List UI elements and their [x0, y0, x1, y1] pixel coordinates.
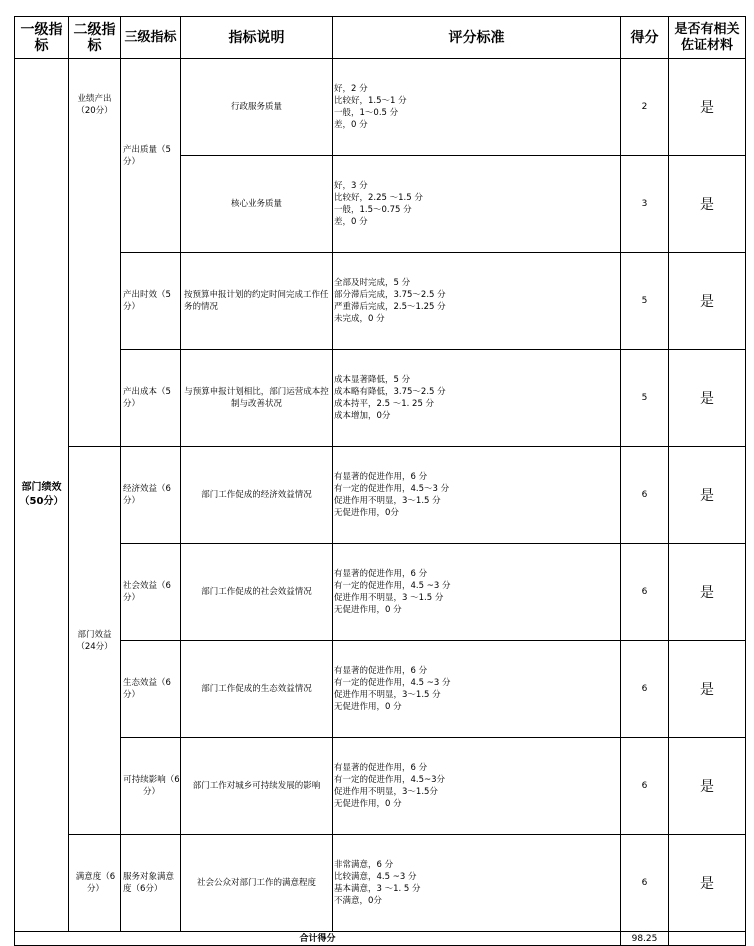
level1-cell: 部门绩效 （50分）	[15, 59, 69, 932]
evidence-cell: 是	[669, 544, 746, 641]
level3-economic: 经济效益（6分）	[121, 447, 181, 544]
criteria-cell: 有显著的促进作用，6 分 有一定的促进作用，4.5 ~3 分 促进作用不明显，3 ～1.5 分 无促进作用，0 分	[333, 544, 621, 641]
header-level3: 三级指标	[121, 17, 181, 59]
level3-social: 社会效益（6分）	[121, 544, 181, 641]
criteria-cell: 全部及时完成，5 分 部分滞后完成，3.75～2.5 分 严重滞后完成，2.5～1.25 分 未完成，0 分	[333, 253, 621, 350]
evaluation-table	[14, 16, 746, 946]
score-cell: 6	[621, 641, 669, 738]
evidence-cell: 是	[669, 350, 746, 447]
header-score: 得分	[621, 17, 669, 59]
level3-satisfaction: 服务对象满意度（6分）	[121, 835, 181, 932]
evidence-cell: 是	[669, 253, 746, 350]
description-cell: 核心业务质量	[181, 156, 333, 253]
description-cell: 部门工作促成的经济效益情况	[181, 447, 333, 544]
header-description: 指标说明	[181, 17, 333, 59]
total-evidence-empty	[669, 932, 746, 946]
score-cell: 6	[621, 738, 669, 835]
total-score: 98.25	[621, 932, 669, 946]
table-row	[15, 253, 746, 350]
evidence-cell: 是	[669, 59, 746, 156]
description-cell: 按预算申报计划的约定时间完成工作任务的情况	[181, 253, 333, 350]
score-cell: 6	[621, 447, 669, 544]
header-row	[15, 17, 746, 59]
level3-sustainability: 可持续影响（6分）	[121, 738, 181, 835]
criteria-cell: 有显著的促进作用，6 分 有一定的促进作用，4.5~3分 促进作用不明显，3～1.5分 无促进作用，0 分	[333, 738, 621, 835]
header-criteria: 评分标准	[333, 17, 621, 59]
score-cell: 5	[621, 350, 669, 447]
score-cell: 2	[621, 59, 669, 156]
description-cell: 行政服务质量	[181, 59, 333, 156]
total-label: 合计得分	[15, 932, 621, 946]
score-cell: 6	[621, 835, 669, 932]
header-level2: 二级指标	[69, 17, 121, 59]
table-row	[15, 835, 746, 932]
table-row	[15, 447, 746, 544]
criteria-cell: 成本显著降低，5 分 成本略有降低，3.75～2.5 分 成本持平，2.5 ～1. 25 分 成本增加，0分	[333, 350, 621, 447]
score-cell: 3	[621, 156, 669, 253]
description-cell: 与预算申报计划相比，部门运营成本控制与改善状况	[181, 350, 333, 447]
table-row	[15, 350, 746, 447]
level3-timeliness: 产出时效（5分）	[121, 253, 181, 350]
table-row	[15, 738, 746, 835]
table-row	[15, 544, 746, 641]
evidence-cell: 是	[669, 738, 746, 835]
criteria-cell: 好，2 分 比较好，1.5～1 分 一般，1～0.5 分 差，0 分	[333, 59, 621, 156]
group-satisfaction: 满意度（6分）	[69, 835, 121, 932]
header-evidence: 是否有相关佐证材料	[669, 17, 746, 59]
table-row	[15, 641, 746, 738]
score-cell: 6	[621, 544, 669, 641]
score-cell: 5	[621, 253, 669, 350]
header-level1: 一级指标	[15, 17, 69, 59]
criteria-cell: 有显著的促进作用，6 分 有一定的促进作用，4.5 ~3 分 促进作用不明显，3～1.5 分 无促进作用，0 分	[333, 641, 621, 738]
evidence-cell: 是	[669, 447, 746, 544]
level3-quality: 产出质量（5分）	[121, 59, 181, 253]
group-effect: 部门效益 （24分）	[69, 447, 121, 835]
evidence-cell: 是	[669, 641, 746, 738]
description-cell: 社会公众对部门工作的满意程度	[181, 835, 333, 932]
group-output: 业绩产出 （20分）	[69, 59, 121, 447]
evidence-cell: 是	[669, 156, 746, 253]
description-cell: 部门工作对城乡可持续发展的影响	[181, 738, 333, 835]
description-cell: 部门工作促成的社会效益情况	[181, 544, 333, 641]
evidence-cell: 是	[669, 835, 746, 932]
criteria-cell: 有显著的促进作用，6 分 有一定的促进作用，4.5～3 分 促进作用不明显，3～1.5 分 无促进作用，0分	[333, 447, 621, 544]
total-row	[15, 932, 746, 946]
level3-cost: 产出成本（5分）	[121, 350, 181, 447]
criteria-cell: 非常满意，6 分 比较满意，4.5 ~3 分 基本满意，3 ～1. 5 分 不满意，0分	[333, 835, 621, 932]
criteria-cell: 好，3 分 比较好，2.25 ～1.5 分 一般，1.5～0.75 分 差，0 分	[333, 156, 621, 253]
table-row	[15, 59, 746, 156]
level3-ecological: 生态效益（6分）	[121, 641, 181, 738]
description-cell: 部门工作促成的生态效益情况	[181, 641, 333, 738]
